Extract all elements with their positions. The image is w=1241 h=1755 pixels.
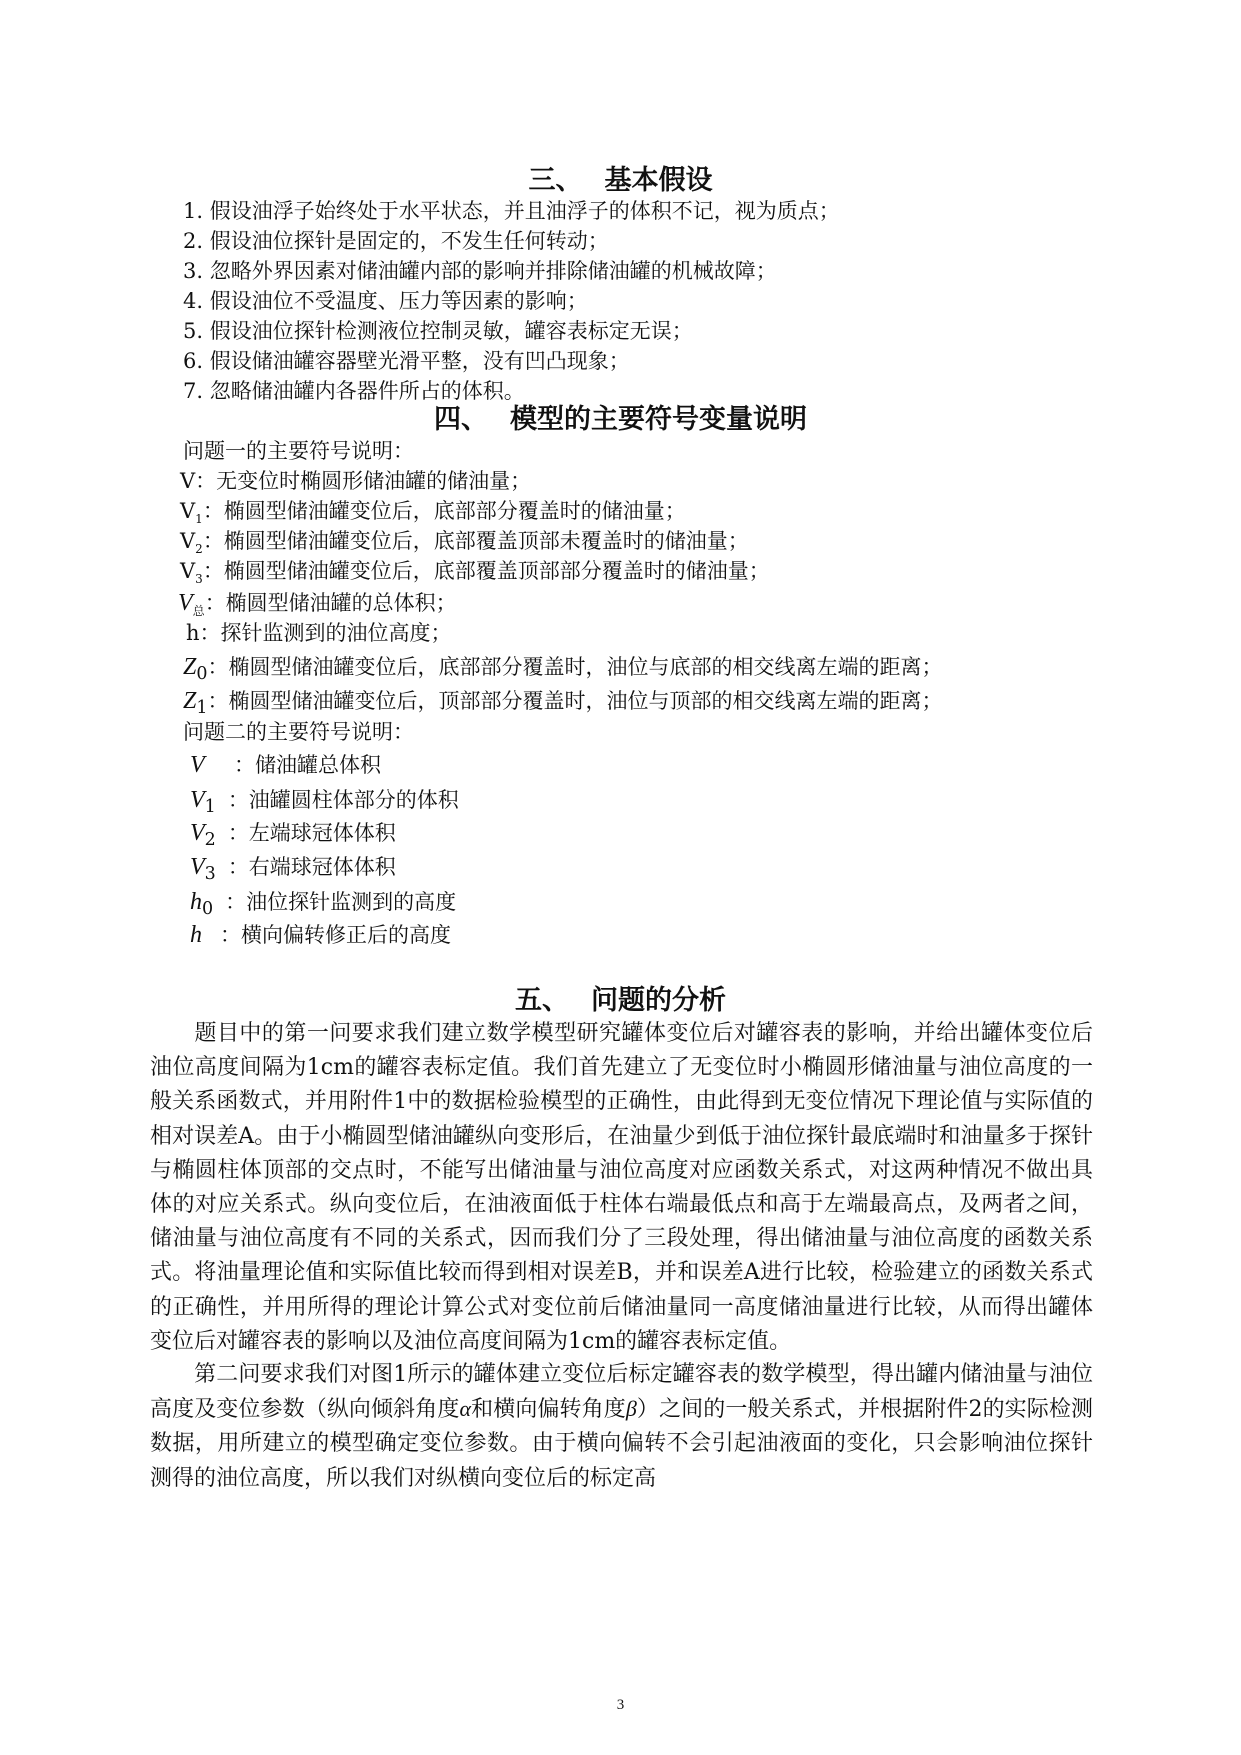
section-number: 五、 (515, 985, 569, 1016)
section-heading-assumptions (0, 163, 1241, 199)
analysis-paragraph-1 (150, 1017, 1093, 1359)
symbol-row (180, 466, 531, 496)
section-title: 模型的主要符号变量说明 (510, 404, 807, 435)
symbol-subscript: 3 (195, 572, 203, 587)
paragraph-text: ）之间的一般关系式，并根据附件2的实际检测数据，用所建立的模型确定变位参数。由于横向偏转不会引起油液面的变化，只会影响油位探针测得的油位高度，所以我们对纵横向变位后的标定高 (150, 1397, 1093, 1491)
assumption-item: 4. 假设油位不受温度、压力等因素的影响； (183, 289, 588, 313)
symbol: V (190, 820, 205, 846)
symbol: V (180, 469, 196, 493)
symbol: Z (183, 654, 197, 680)
q2-symbol-header: 问题二的主要符号说明： (183, 720, 414, 744)
page-number: 3 (616, 1697, 625, 1713)
symbol: h (190, 922, 202, 948)
symbol: V (180, 559, 196, 583)
symbol-subscript: 1 (204, 797, 216, 818)
alpha-symbol: α (459, 1396, 472, 1422)
symbol: V (180, 499, 196, 523)
symbol-row (190, 852, 396, 889)
symbol-desc: ：椭圆型储油罐变位后，底部部分覆盖时，油位与底部的相交线离左端的距离； (207, 655, 943, 679)
assumption-item: 6. 假设储油罐容器壁光滑平整，没有凹凸现象； (183, 349, 630, 373)
assumption-item: 7. 忽略储油罐内各器件所占的体积。 (183, 379, 525, 403)
symbol-subscript: 2 (195, 542, 203, 557)
symbol-row (190, 818, 396, 855)
symbol: h (186, 621, 200, 645)
symbol-subscript: 3 (204, 864, 216, 885)
symbol-subscript: 0 (196, 664, 208, 685)
section-heading-symbols (0, 402, 1241, 438)
beta-symbol: β (625, 1396, 637, 1422)
symbol-desc: ：探针监测到的油位高度； (199, 621, 452, 645)
symbol-row (190, 785, 459, 822)
assumption-item: 5. 假设油位探针检测液位控制灵敏，罐容表标定无误； (183, 319, 693, 343)
symbol: V (190, 752, 205, 778)
symbol-desc: ：储油罐总体积 (234, 753, 381, 777)
symbol-row (186, 618, 452, 648)
section-title: 问题的分析 (591, 985, 726, 1016)
q1-symbol-header: 问题一的主要符号说明： (183, 439, 414, 463)
symbol-row (183, 652, 943, 689)
symbol: V (178, 590, 193, 616)
symbol-row (190, 920, 451, 950)
symbol-desc: ：椭圆型储油罐变位后，底部覆盖顶部部分覆盖时的储油量； (202, 559, 770, 583)
symbol-desc: ：横向偏转修正后的高度 (220, 923, 451, 947)
symbol: h (190, 889, 202, 915)
paragraph-text: 第二问要求我们对图1所示的罐体建立变位后标定罐容表的数学模型，得出罐内储油量与油位高度及变位参数（纵向倾斜角度 (150, 1362, 1093, 1423)
symbol-desc: ：油罐圆柱体部分的体积 (227, 788, 459, 812)
symbol-subscript: 1 (195, 512, 203, 527)
symbol-desc: ：左端球冠体体积 (227, 821, 396, 845)
symbol-desc: ：椭圆型储油罐变位后，顶部部分覆盖时，油位与顶部的相交线离左端的距离； (207, 689, 943, 713)
symbol-row (190, 750, 381, 780)
symbol-desc: ：椭圆型储油罐变位后，底部覆盖顶部未覆盖时的储油量； (202, 529, 749, 553)
symbol-desc: ：椭圆型储油罐变位后，底部部分覆盖时的储油量； (202, 499, 686, 523)
symbol: V (190, 854, 205, 880)
symbol-desc: ：椭圆型储油罐的总体积； (204, 591, 457, 615)
symbol-desc: ：油位探针监测到的高度 (225, 890, 457, 914)
paragraph-text: 和横向偏转角度 (471, 1397, 626, 1423)
assumption-item: 2. 假设油位探针是固定的，不发生任何转动； (183, 229, 609, 253)
paragraph-text: 题目中的第一问要求我们建立数学模型研究罐体变位后对罐容表的影响，并给出罐体变位后油位高度间隔为1cm的罐容表标定值。我们首先建立了无变位时小椭圆形储油量与油位高度的一般关系函数式，并用附件1中的数据检验模型的正确性，由此得到无变位情况下理论值与实际值的相对误差A。由于小椭圆型储油罐纵向变形后，在油量少到低于油位探针最底端时和油量多于探针与椭圆柱体顶部的交点时，不能写出储油量与油位高度对应函数关系式，对这两种情况不做出具体的对应关系式。纵向变位后，在油液面低于柱体右端最低点和高于左端最高点，及两者之间，储油量与油位高度有不同的关系式，因而我们分了三段处理，得出储油量与油位高度的函数关系式。将油量理论值和实际值比较而得到相对误差B，并和误差A进行比较，检验建立的函数关系式的正确性，并用所得的理论计算公式对变位前后储油量同一高度储油量进行比较，从而得出罐体变位后对罐容表的影响以及油位高度间隔为1cm的罐容表标定值。 (150, 1021, 1093, 1354)
symbol: Z (183, 688, 197, 714)
symbol-subscript: 1 (196, 698, 208, 719)
section-heading-analysis (0, 983, 1241, 1019)
symbol: V (180, 529, 196, 553)
symbol-subscript: 2 (204, 830, 216, 851)
assumption-item: 3. 忽略外界因素对储油罐内部的影响并排除储油罐的机械故障； (183, 259, 777, 283)
assumption-item: 1. 假设油浮子始终处于水平状态，并且油浮子的体积不记，视为质点； (183, 199, 840, 223)
symbol-row (190, 887, 456, 924)
analysis-paragraph-2 (150, 1358, 1093, 1496)
symbol-desc: ：右端球冠体体积 (227, 855, 396, 879)
symbol-subscript: 0 (202, 899, 214, 920)
section-title: 基本假设 (604, 165, 713, 196)
symbol-subscript: 总 (192, 604, 205, 619)
section-number: 三、 (528, 165, 583, 196)
symbol-desc: ：无变位时椭圆形储油罐的储油量； (195, 469, 532, 493)
symbol: V (190, 787, 205, 813)
section-number: 四、 (434, 404, 488, 435)
